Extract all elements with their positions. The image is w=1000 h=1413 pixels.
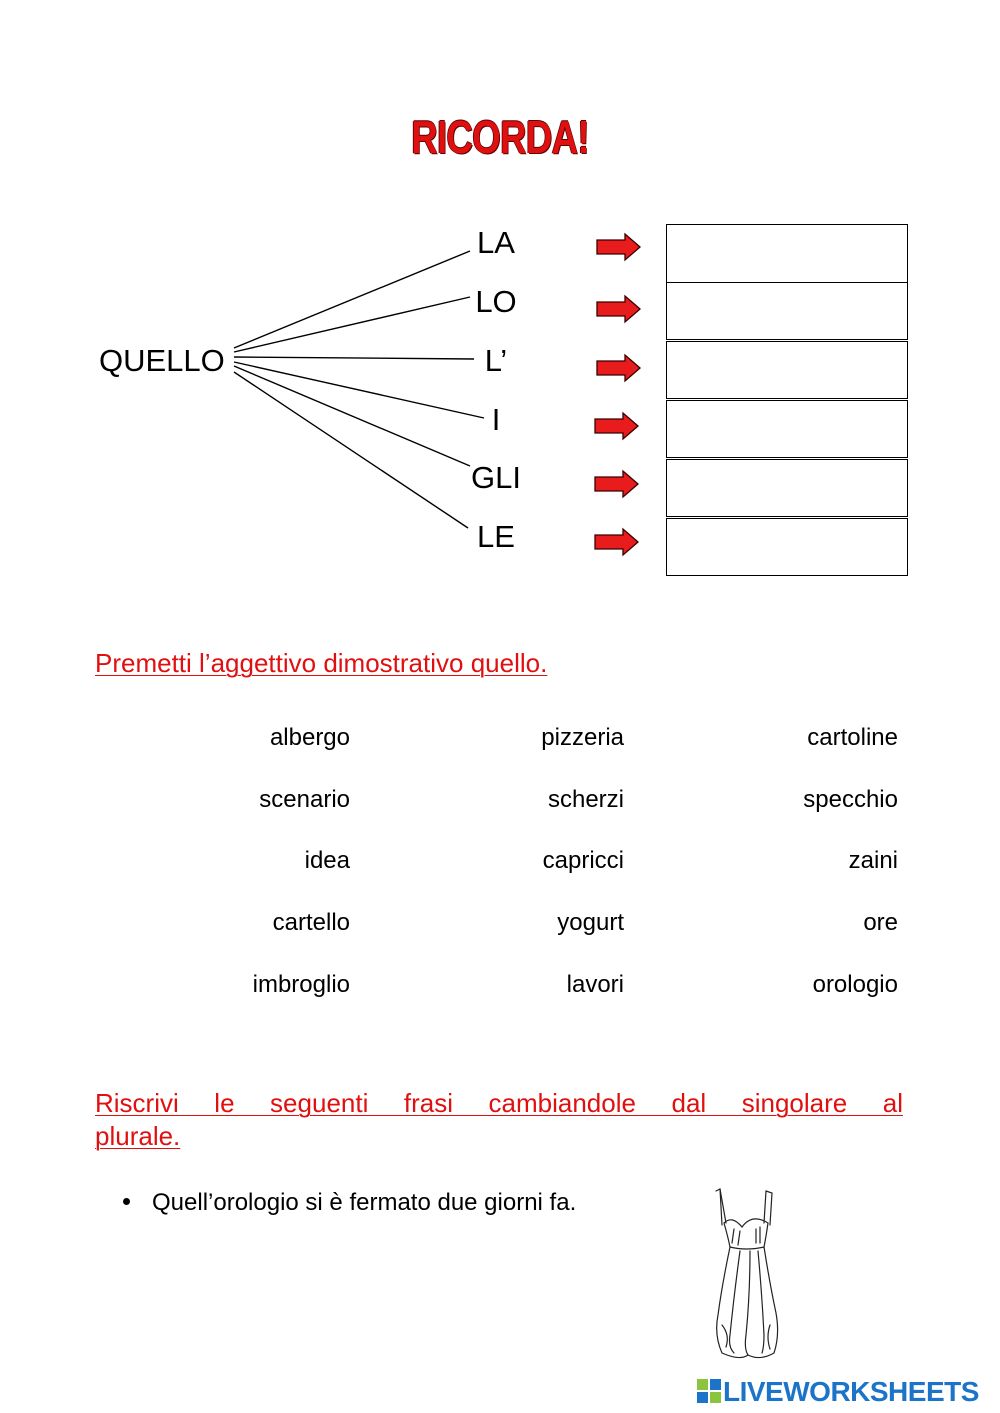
answer-box-l[interactable] (666, 341, 908, 399)
word-item[interactable]: idea (304, 847, 350, 874)
sentence-item (123, 1189, 576, 1217)
liveworksheets-logo-icon (697, 1379, 721, 1403)
arrow-icon (597, 234, 640, 260)
answer-box-i[interactable] (666, 400, 908, 458)
bullet-icon (123, 1198, 130, 1205)
exercise1-instruction: Premetti l’aggettivo dimostrativo quello. (95, 648, 548, 678)
word-item[interactable]: capricci (542, 847, 624, 874)
line-l (234, 357, 474, 359)
arrow-icon (595, 471, 638, 497)
line-i (234, 362, 484, 418)
answer-box-lo[interactable] (666, 282, 908, 340)
article-lo: LO (475, 284, 517, 319)
arrow-icon (597, 296, 640, 322)
article-la: LA (477, 225, 515, 260)
word-item[interactable]: cartoline (807, 724, 898, 751)
answer-box-gli[interactable] (666, 459, 908, 517)
answer-box-le[interactable] (666, 518, 908, 576)
sentence-text: Quell’orologio si è fermato due giorni fa. (152, 1189, 577, 1216)
dress-illustration (700, 1185, 800, 1365)
word-item[interactable]: albergo (269, 724, 350, 751)
word-item[interactable]: zaini (848, 847, 898, 874)
word-item[interactable]: yogurt (557, 909, 624, 936)
word-item[interactable]: lavori (566, 971, 624, 998)
liveworksheets-logo (697, 1376, 979, 1408)
root-word: QUELLO (99, 343, 225, 378)
article-l-apostrophe: L’ (484, 343, 508, 378)
article-gli: GLI (471, 460, 521, 495)
answer-box-la[interactable] (666, 224, 908, 283)
article-le: LE (477, 519, 515, 554)
page-title: RICORDA! (411, 111, 589, 163)
word-item[interactable]: orologio (812, 971, 898, 998)
article-i: I (491, 402, 501, 437)
word-item[interactable]: pizzeria (541, 724, 624, 751)
word-item[interactable]: specchio (803, 786, 898, 813)
logo-text: LIVEWORKSHEETS (723, 1376, 979, 1407)
exercise2-instruction: Riscrivi le seguenti frasi cambiandole dal singolare al (95, 1088, 903, 1118)
arrow-icon (597, 355, 640, 381)
word-item[interactable]: ore (863, 909, 898, 936)
exercise2-instruction-cont: plurale. (95, 1121, 181, 1151)
arrow-icon (595, 529, 638, 555)
word-item[interactable]: scenario (259, 786, 350, 813)
line-lo (234, 297, 470, 352)
line-la (234, 251, 470, 348)
word-item[interactable]: imbroglio (252, 971, 350, 998)
arrow-icon (595, 413, 638, 439)
word-item[interactable]: cartello (272, 909, 350, 936)
word-item[interactable]: scherzi (547, 786, 624, 813)
